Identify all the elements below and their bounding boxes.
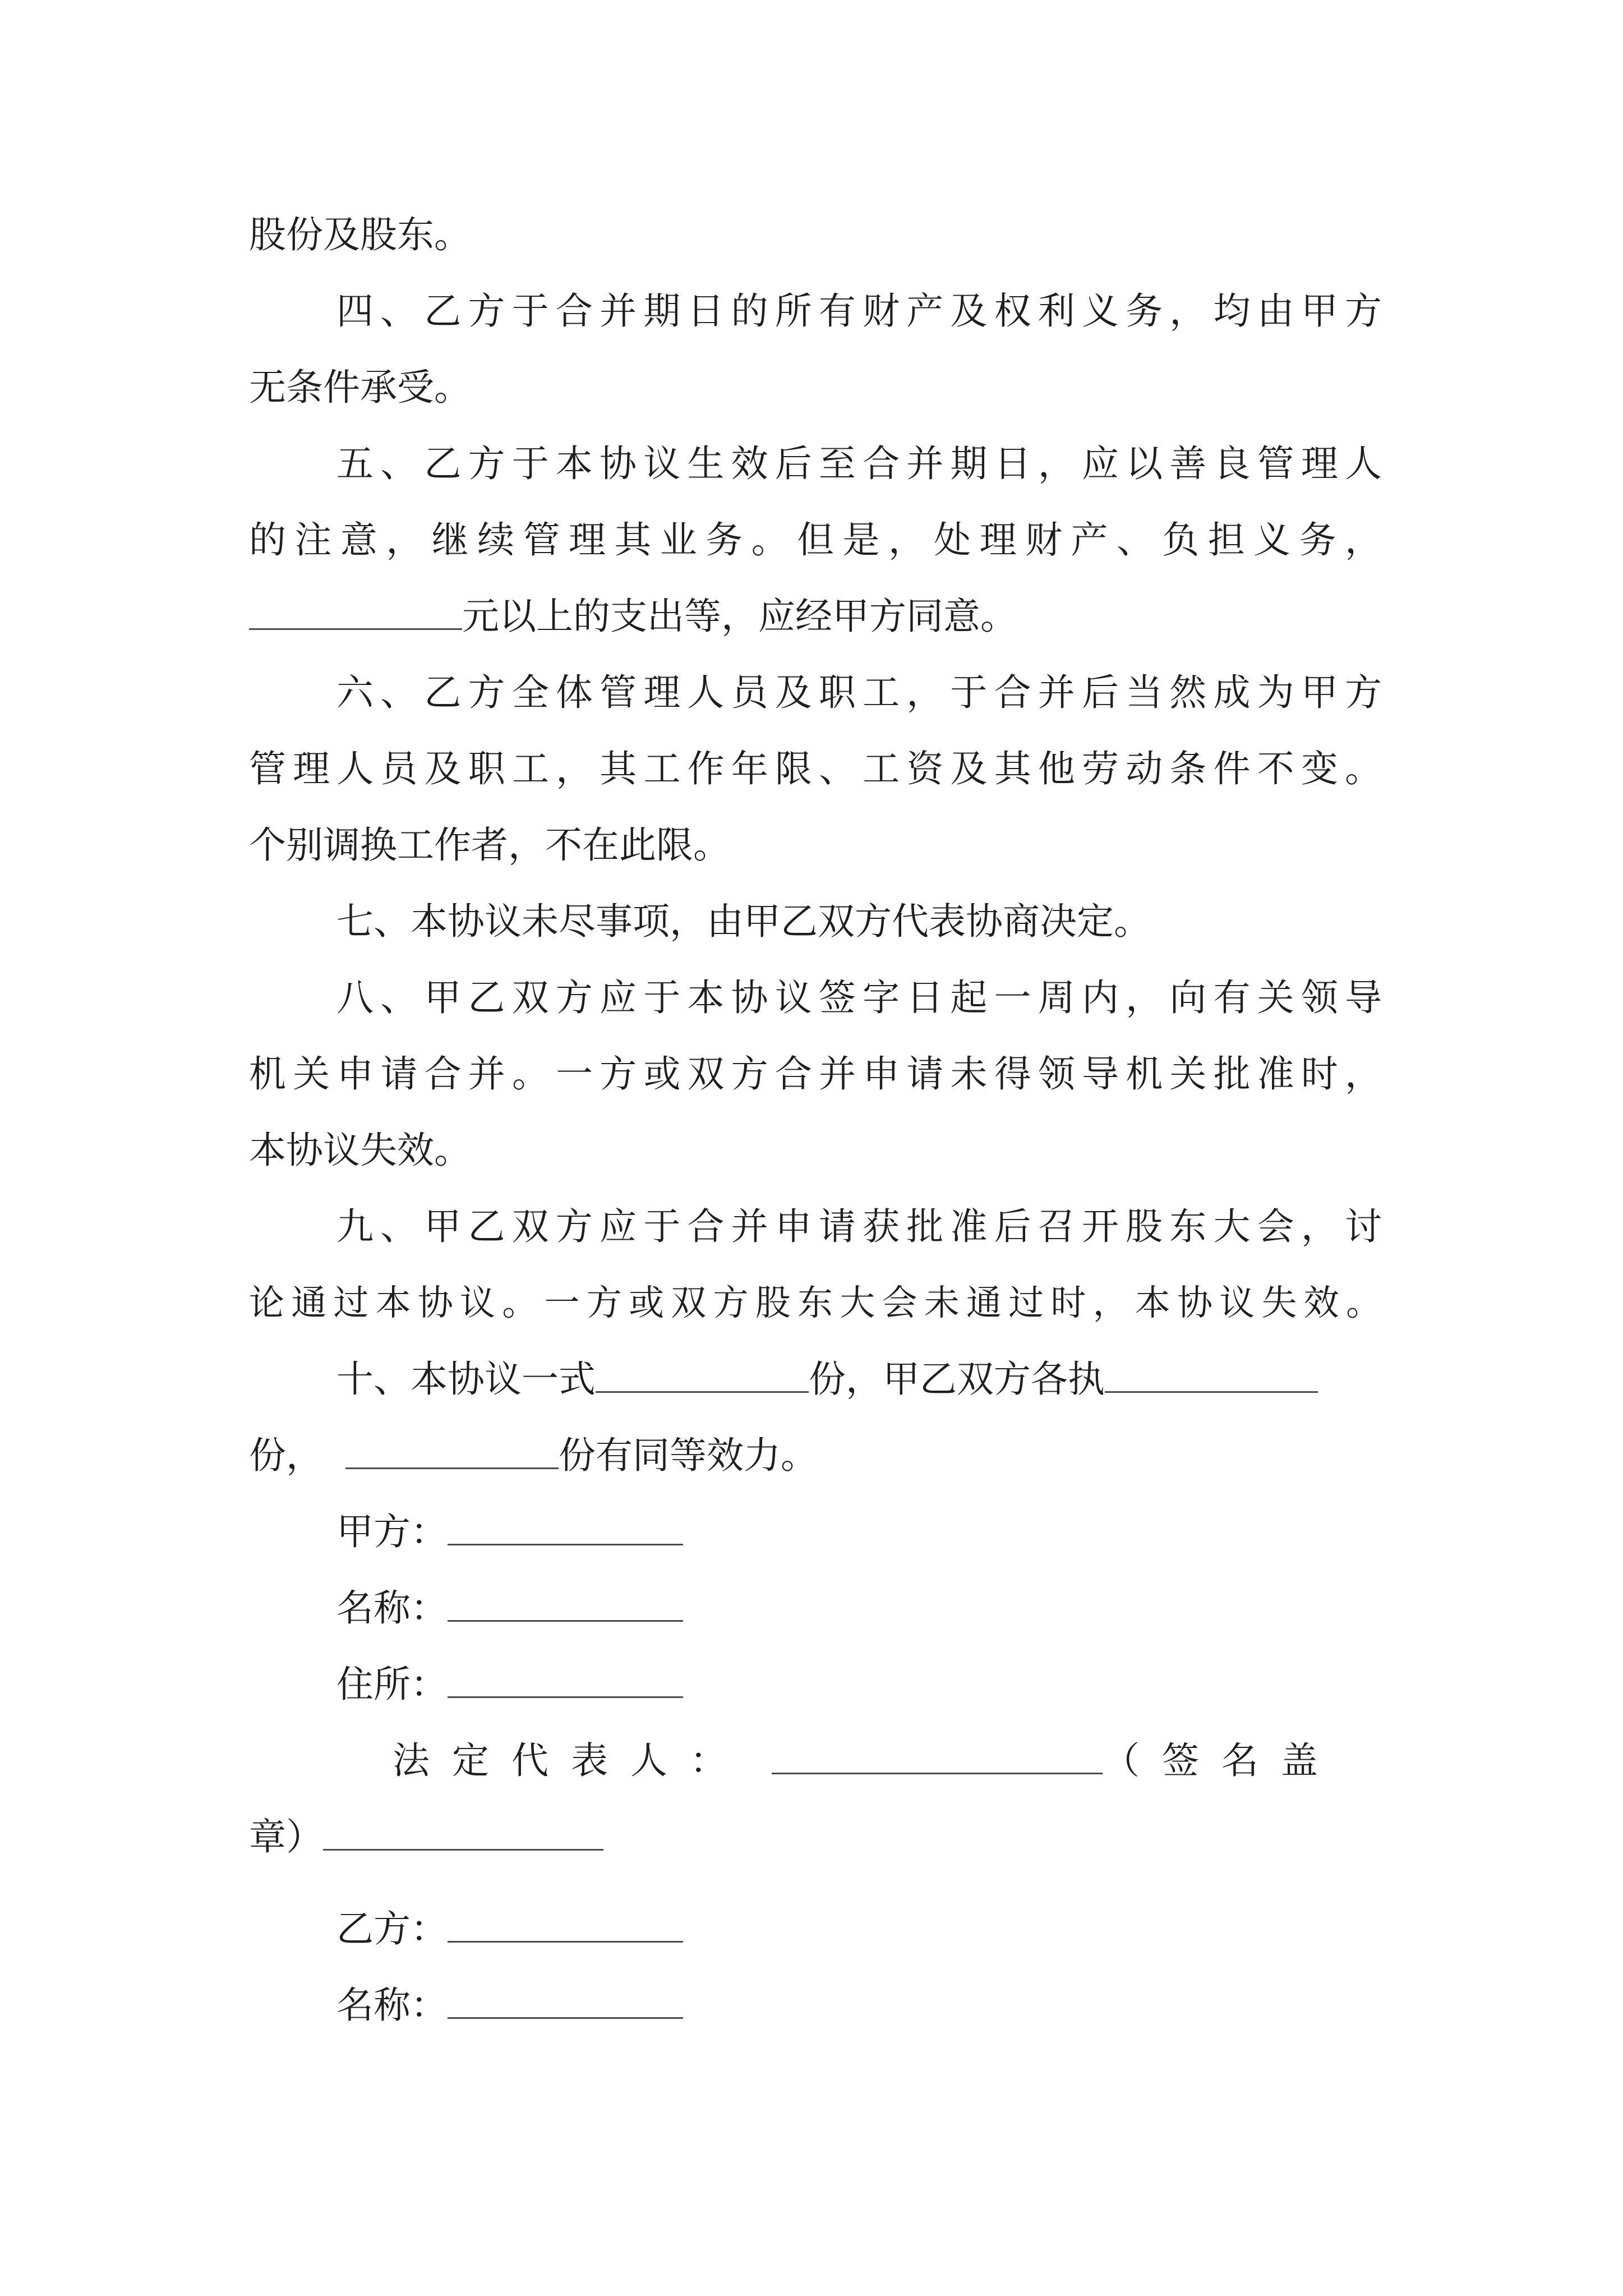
- clause-5-line-1: 五、乙方于本协议生效后至合并期日，应以善良管理人: [336, 442, 1382, 485]
- party-b-name-row: [336, 1975, 1382, 2036]
- legal-rep-label: 法定代表人：: [393, 1739, 749, 1782]
- clause-5-line-2: 的注意，继续管理其业务。但是，处理财产、负担义务，: [249, 518, 1382, 562]
- party-b-name-field[interactable]: [448, 1975, 683, 2019]
- blank-copies-each[interactable]: [1105, 1349, 1318, 1393]
- legal-rep-row-2: [249, 1806, 1382, 1868]
- clause-6-line-1: 六、乙方全体管理人员及职工，于合并后当然成为甲方: [336, 671, 1382, 714]
- clause-6-line-2: 管理人员及职工，其工作年限、工资及其他劳动条件不变。: [249, 747, 1382, 790]
- legal-rep-suffix-2: 章）: [249, 1815, 323, 1858]
- party-a-name-field[interactable]: [448, 1577, 683, 1622]
- legal-rep-suffix: （签名盖: [1103, 1739, 1340, 1782]
- party-a-address-label: 住所：: [336, 1663, 448, 1706]
- party-a-name-row: [336, 1577, 1382, 1639]
- clause-5-line-3: [249, 586, 1382, 647]
- clause-7-line-1: 七、本协议未尽事项，由甲乙双方代表协商决定。: [336, 900, 1151, 943]
- party-a-row: [336, 1501, 1382, 1563]
- text-line: 股份及股东。: [249, 213, 471, 256]
- party-a-address-row: [336, 1654, 1382, 1715]
- clause-10-part2: 份，甲乙双方各执: [809, 1358, 1105, 1401]
- blank-amount[interactable]: [249, 586, 462, 630]
- clause-10-line-1: [336, 1349, 1382, 1410]
- party-a-address-field[interactable]: [448, 1654, 683, 1698]
- legal-rep-field[interactable]: [772, 1730, 1103, 1774]
- clause-8-line-3: 本协议失效。: [249, 1129, 471, 1172]
- party-b-row: [336, 1898, 1382, 1960]
- blank-copies-other[interactable]: [345, 1425, 559, 1469]
- clause-6-line-3: 个别调换工作者，不在此限。: [249, 823, 730, 867]
- clause-8-line-1: 八、甲乙双方应于本协议签字日起一周内，向有关领导: [336, 976, 1382, 1019]
- clause-10-part3: 份，: [249, 1434, 323, 1477]
- party-b-label: 乙方：: [336, 1907, 448, 1950]
- clause-10-line-2: [249, 1425, 1382, 1487]
- legal-rep-seal-field[interactable]: [323, 1806, 603, 1851]
- clause-5-line-3-text: 元以上的支出等，应经甲方同意。: [462, 595, 1017, 638]
- party-a-field[interactable]: [448, 1501, 683, 1545]
- party-b-field[interactable]: [448, 1898, 683, 1943]
- legal-rep-row: [393, 1730, 1382, 1792]
- clause-10-part4: 份有同等效力。: [559, 1434, 818, 1477]
- clause-9-line-1: 九、甲乙双方应于合并申请获批准后召开股东大会，讨: [336, 1205, 1382, 1248]
- party-a-name-label: 名称：: [336, 1586, 448, 1630]
- party-b-name-label: 名称：: [336, 1984, 448, 2027]
- clause-4-line-2: 无条件承受。: [249, 366, 471, 409]
- blank-copies-total[interactable]: [596, 1349, 809, 1393]
- clause-8-line-2: 机关申请合并。一方或双方合并申请未得领导机关批准时，: [249, 1052, 1382, 1096]
- clause-4-line-1: 四、乙方于合并期日的所有财产及权利义务，均由甲方: [336, 289, 1382, 333]
- party-a-label: 甲方：: [336, 1510, 448, 1553]
- clause-10-part1: 十、本协议一式: [336, 1358, 596, 1401]
- clause-9-line-2: 论通过本协议。一方或双方股东大会未通过时，本协议失效。: [249, 1282, 1382, 1323]
